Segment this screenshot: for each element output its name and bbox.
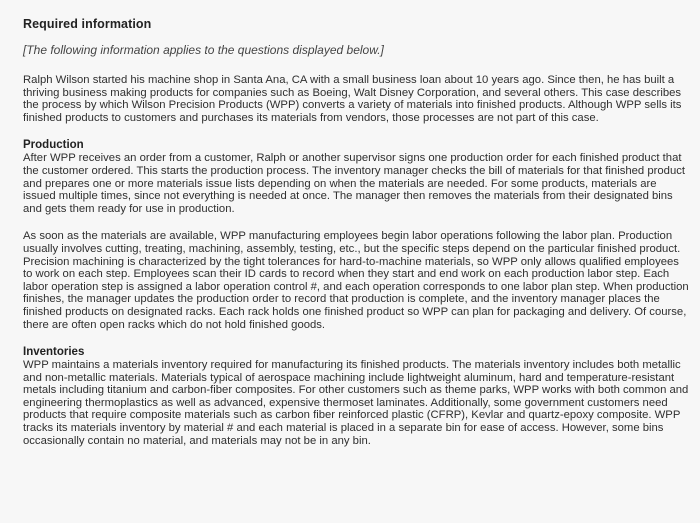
inventories-paragraph: WPP maintains a materials inventory required for manufacturing its finished products. The materials inventory includes both metallic and non-metallic materials. Materials typical of aerospace machining include lightweight aluminum, hard and temperature-resistant metals including titanium and carbon-fiber composites. For other customers such as theme parks, WPP works with both common and engineering thermoplastics as well as advanced, expensive thermoset laminates. Additionally, some government customers need products that require composite materials such as carbon fiber reinforced plastic (CFRP), Kevlar and quartz-epoxy composite. WPP tracks its materials inventory by material # and each material is placed in a separate bin for ease of access. However, some bins occasionally contain no material, and materials may not be in any bin.	[23, 359, 689, 447]
production-paragraph-1: After WPP receives an order from a customer, Ralph or another supervisor signs one production order for each finished product that the customer ordered. This starts the production process. The inventory manager checks the bill of materials for that finished product and prepares one or more materials issue lists depending on when the materials are needed. For some products, materials are issued multiple times, since not everything is needed at once. The manager then removes the materials from their designated bins and gets them ready for use in production.	[23, 152, 686, 215]
production-paragraph-2: As soon as the materials are available, WPP manufacturing employees begin labor operations following the labor plan. Production usually involves cutting, treating, machining, assembly, testing, etc., but the specific steps depend on the particular finished product. Precision machining is characterized by the tight tolerances for hard-to-machine materials, so WPP only allows qualified employees to work on each step. Employees scan their ID cards to record when they start and end work on each production labor step. Each labor operation step is assigned a labor operation control #, and each operation corresponds to one labor plan step. When production finishes, the manager updates the production order to record that production is complete, and the inventory manager places the finished products on designated racks. Each rack holds one finished product so WPP can plan for packaging and delivery. Of course, there are often open racks which do not hold finished goods.	[23, 230, 689, 331]
instruction-note: [The following information applies to the questions displayed below.]	[23, 43, 384, 57]
inventories-heading: Inventories	[23, 346, 85, 359]
production-heading: Production	[23, 139, 84, 152]
intro-paragraph: Ralph Wilson started his machine shop in Santa Ana, CA with a small business loan about 10 years ago. Since then, he has built a thriving business making products for companies such as Boeing, Walt Disney Corporation, and several others. This case describes the process by which Wilson Precision Products (WPP) converts a variety of materials into finished products. Although WPP sells its finished products to customers and purchases its materials from vendors, those processes are not part of this case.	[23, 74, 682, 124]
page-title: Required information	[23, 17, 152, 31]
